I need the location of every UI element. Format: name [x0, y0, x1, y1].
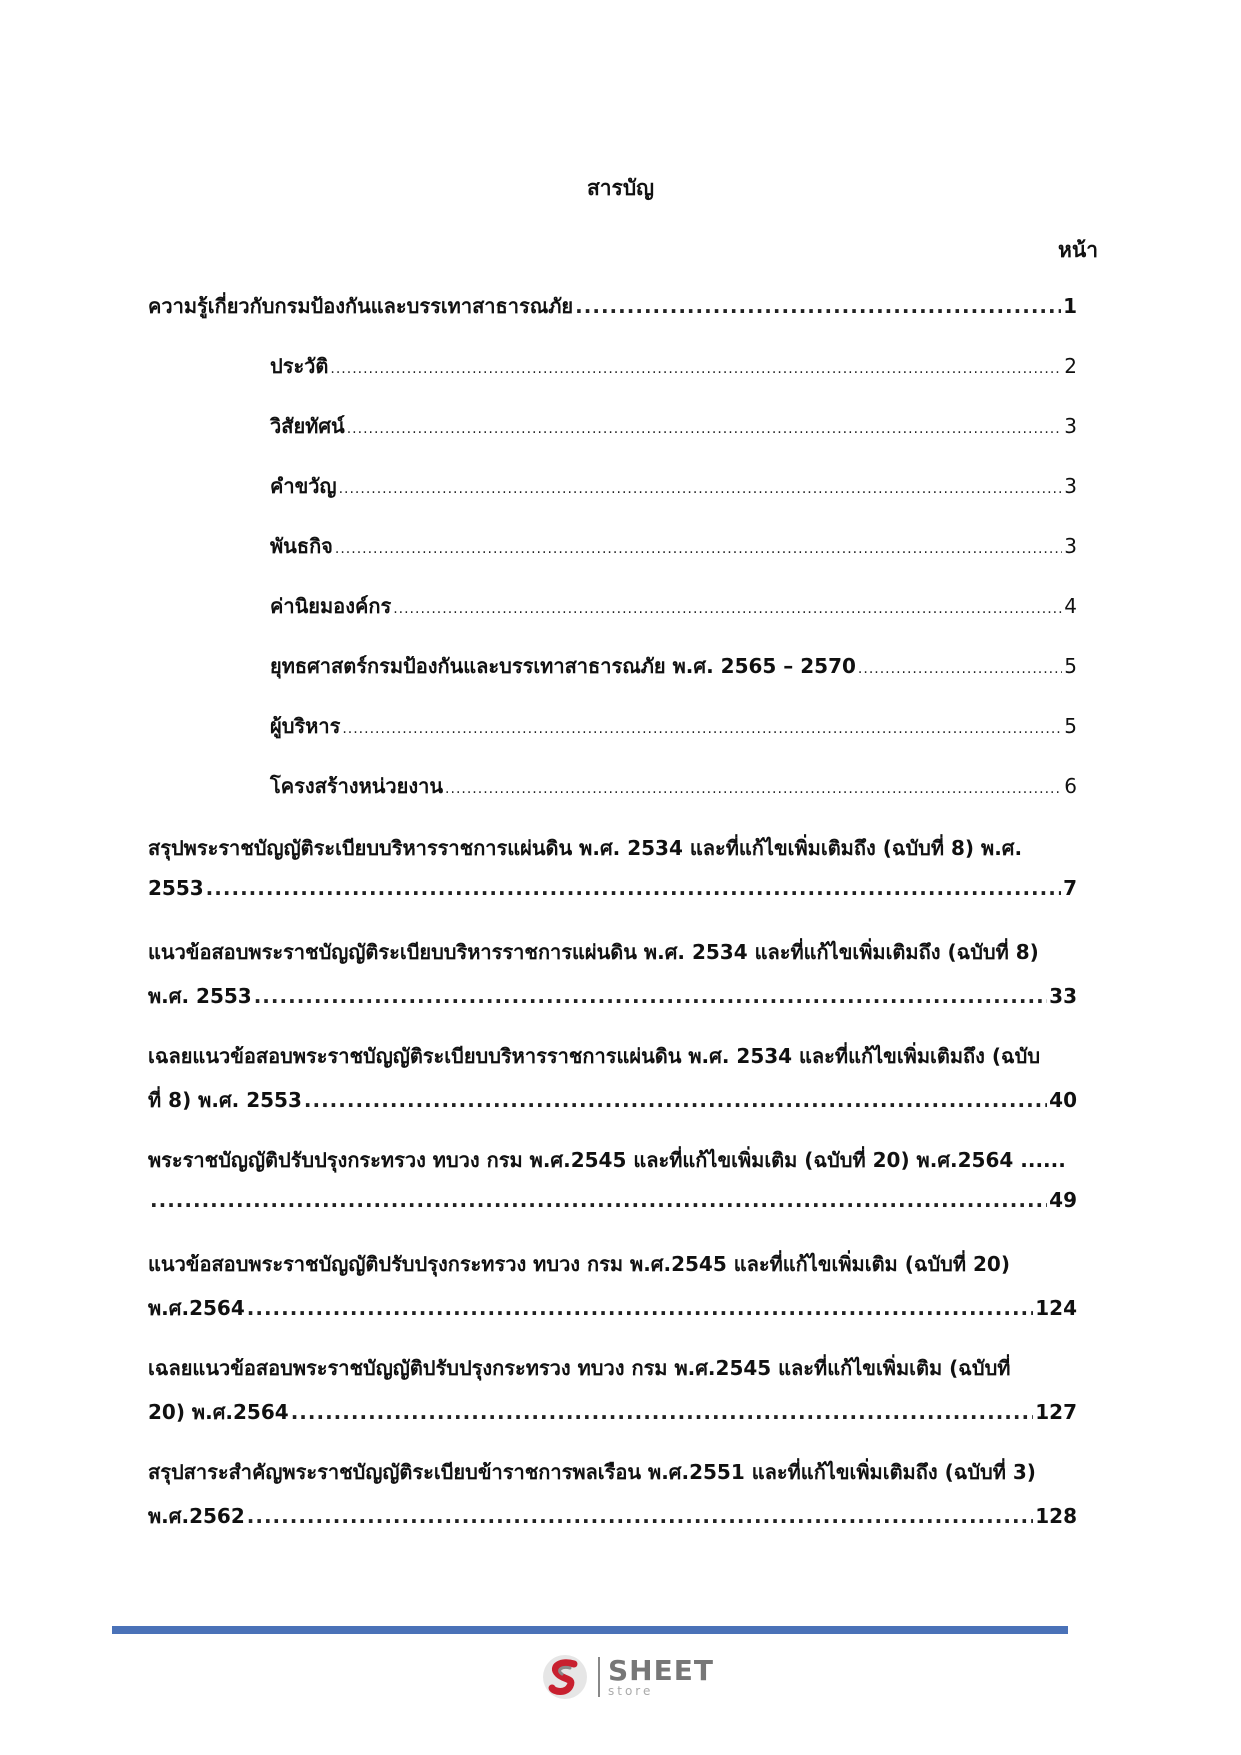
toc-entry-page: 124: [1035, 1296, 1077, 1320]
page-column-header: หน้า: [1058, 238, 1098, 262]
toc-entry-title: ประวัติ: [270, 354, 329, 378]
toc-entry-page: 3: [1064, 474, 1077, 498]
toc-entry-title: แนวข้อสอบพระราชบัญญัติปรับปรุงกระทรวง ทบวง กรม พ.ศ.2545 และที่แก้ไขเพิ่มเติม (ฉบับที่ 20): [148, 1252, 1010, 1276]
toc-entry-title: คำขวัญ: [270, 474, 337, 498]
toc-entry-title-cont: พ.ศ. 2553: [148, 984, 252, 1008]
toc-subentry[interactable]: [270, 650, 1077, 682]
toc-entry-page: 128: [1035, 1504, 1077, 1528]
sheet-store-logo-icon: [540, 1652, 590, 1702]
toc-entry-title: เฉลยแนวข้อสอบพระราชบัญญัติปรับปรุงกระทรวง ทบวง กรม พ.ศ.2545 และที่แก้ไขเพิ่มเติม (ฉบับที่: [148, 1356, 1011, 1380]
toc-entry-title-cont: 20) พ.ศ.2564: [148, 1400, 289, 1424]
toc-entry-title: ความรู้เกี่ยวกับกรมป้องกันและบรรเทาสาธารณภัย: [148, 294, 574, 318]
leader-dots: [393, 601, 1062, 617]
toc-entry-continuation: [148, 980, 1077, 1012]
toc-entry-title: ยุทธศาสตร์กรมป้องกันและบรรเทาสาธารณภัย พ.ศ. 2565 – 2570: [270, 654, 856, 678]
leader-dots: [254, 984, 1047, 1008]
toc-entry-title: เฉลยแนวข้อสอบพระราชบัญญัติระเบียบบริหารราชการแผ่นดิน พ.ศ. 2534 และที่แก้ไขเพิ่มเติมถึง (ฉบับ: [148, 1044, 1041, 1068]
toc-entry-title-cont: ที่ 8) พ.ศ. 2553: [148, 1088, 302, 1112]
brand-logo: [540, 1652, 714, 1702]
footer-divider: [112, 1626, 1068, 1634]
leader-dots: [339, 481, 1063, 497]
toc-entry-continuation: [148, 1292, 1077, 1324]
toc-entry-continuation: [148, 1500, 1077, 1532]
toc-entry-page: 5: [1064, 714, 1077, 738]
toc-subentry[interactable]: [270, 590, 1077, 622]
toc-entry-title: วิสัยทัศน์: [270, 414, 345, 438]
toc-subentry[interactable]: [270, 530, 1077, 562]
toc-subentry[interactable]: [270, 350, 1077, 382]
toc-entry-continuation: [148, 876, 1077, 900]
toc-entry-page: 7: [1063, 876, 1077, 900]
logo-wordmark: [608, 1654, 714, 1698]
toc-entry-page: 1: [1063, 294, 1077, 318]
page-title: สารบัญ: [586, 176, 655, 200]
toc-entry-title: แนวข้อสอบพระราชบัญญัติระเบียบบริหารราชการแผ่นดิน พ.ศ. 2534 และที่แก้ไขเพิ่มเติมถึง (ฉบับที่ 8): [148, 940, 1039, 964]
leader-dots: [335, 541, 1062, 557]
toc-entry-page: 49: [1049, 1188, 1077, 1212]
toc-entry-page: 127: [1035, 1400, 1077, 1424]
toc-entry-page: 6: [1064, 774, 1077, 798]
toc-entry-title-cont: พ.ศ.2564: [148, 1296, 245, 1320]
leader-dots: [347, 421, 1063, 437]
toc-entry-title: พระราชบัญญัติปรับปรุงกระทรวง ทบวง กรม พ.ศ.2545 และที่แก้ไขเพิ่มเติม (ฉบับที่ 20) พ.ศ.2564 ......: [148, 1148, 1066, 1172]
toc-entry-continuation: [148, 1084, 1077, 1116]
toc-entry-page: 3: [1064, 414, 1077, 438]
toc-entry-page: 33: [1049, 984, 1077, 1008]
toc-entry-title: ค่านิยมองค์กร: [270, 594, 392, 618]
leader-dots: [330, 361, 1062, 377]
leader-dots: [858, 661, 1062, 677]
toc-entry-title: พันธกิจ: [270, 534, 333, 558]
toc-entry-continuation: [148, 1396, 1077, 1428]
leader-dots: [247, 1296, 1034, 1320]
toc-subentry[interactable]: [270, 410, 1077, 442]
leader-dots: [150, 1188, 1047, 1212]
toc-entry[interactable]: [148, 290, 1077, 322]
leader-dots: [445, 781, 1062, 797]
toc-entry-title: ผู้บริหาร: [270, 714, 341, 738]
toc-entry-title: สรุปสาระสำคัญพระราชบัญญัติระเบียบข้าราชการพลเรือน พ.ศ.2551 และที่แก้ไขเพิ่มเติมถึง (ฉบับที่ 3): [148, 1460, 1036, 1484]
toc-entry-title: โครงสร้างหน่วยงาน: [270, 774, 444, 798]
logo-brand-text: SHEET: [608, 1654, 714, 1687]
toc-entry-page: 5: [1064, 654, 1077, 678]
toc-subentry[interactable]: [270, 470, 1077, 502]
leader-dots: [206, 876, 1061, 900]
toc-entry-page: 3: [1064, 534, 1077, 558]
toc-entry-title-cont: พ.ศ.2562: [148, 1504, 245, 1528]
toc-entry-page: 4: [1064, 594, 1077, 618]
toc-entry-page: 2: [1064, 354, 1077, 378]
leader-dots: [291, 1400, 1034, 1424]
toc-subentry[interactable]: [270, 710, 1077, 742]
logo-sub-text: store: [608, 1684, 654, 1698]
leader-dots: [342, 721, 1062, 737]
toc-subentry[interactable]: [270, 770, 1077, 802]
toc-entry-continuation: [148, 1188, 1077, 1212]
leader-dots: [575, 294, 1061, 318]
toc-entry-title-cont: 2553: [148, 876, 204, 900]
toc-entry-title: สรุปพระราชบัญญัติระเบียบบริหารราชการแผ่นดิน พ.ศ. 2534 และที่แก้ไขเพิ่มเติมถึง (ฉบับที่ 8) พ.ศ.: [148, 836, 1023, 860]
logo-separator: [598, 1657, 600, 1697]
toc-entry-page: 40: [1049, 1088, 1077, 1112]
leader-dots: [247, 1504, 1034, 1528]
leader-dots: [304, 1088, 1047, 1112]
